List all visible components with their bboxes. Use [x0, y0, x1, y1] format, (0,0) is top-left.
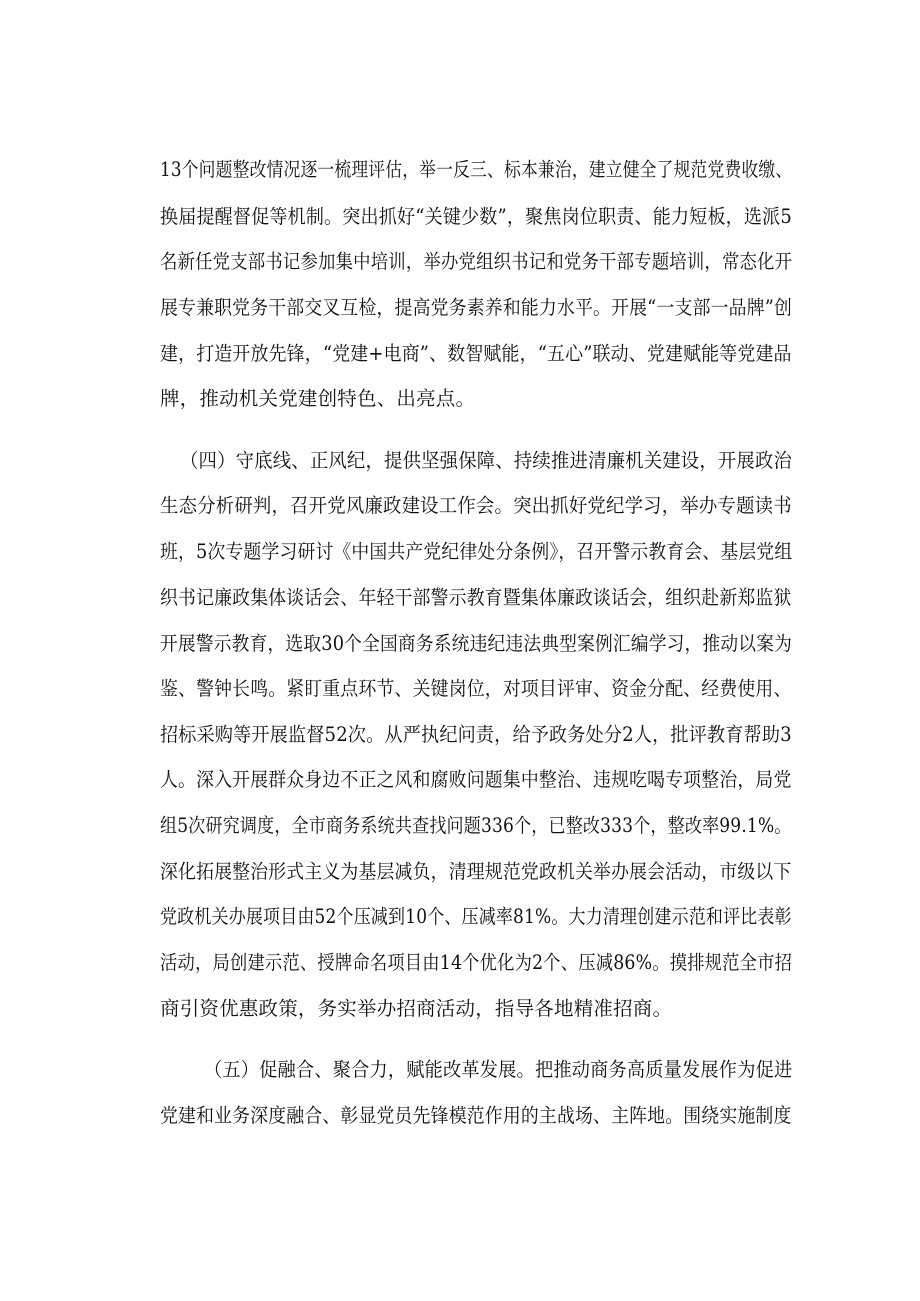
- p2-line-7: 招标采购等开展监督52次。从严执纪问责，给予政务处分2人，批评教育帮助3: [160, 723, 792, 746]
- p1-line-5: 建，打造开放先锋，“党建+电商”、数智赋能，“五心”联动、党建赋能等党建品: [160, 342, 792, 365]
- p2-line-6: 鉴、警钟长鸣。紧盯重点环节、关键岗位，对项目评审、资金分配、经费使用、: [160, 677, 792, 700]
- p2-line-8: 人。深入开展群众身边不正之风和腐败问题集中整治、违规吃喝专项整治，局党: [160, 768, 792, 791]
- p2-line-5: 开展警示教育，选取30个全国商务系统违纪违法典型案例汇编学习，推动以案为: [160, 632, 793, 655]
- p2-line-4: 织书记廉政集体谈话会、年轻干部警示教育暨集体廉政谈话会，组织赴新郑监狱: [160, 586, 792, 609]
- p1-line-3: 名新任党支部书记参加集中培训，举办党组织书记和党务干部专题培训，常态化开: [160, 250, 793, 273]
- p1-line-1: 13个问题整改情况逐一梳理评估，举一反三、标本兼治，建立健全了规范党费收缴、: [160, 158, 793, 181]
- p1-line-4: 展专兼职党务干部交叉互检，提高党务素养和能力水平。开展“一支部一品牌”创: [160, 296, 793, 319]
- p2-line-1: （四）守底线、正风纪，提供坚强保障、持续推进清廉机关建设，开展政治: [180, 449, 793, 472]
- p1-line-2: 换届提醒督促等机制。突出抓好“关键少数”，聚焦岗位职责、能力短板，选派5: [160, 205, 793, 228]
- p2-line-12: 活动，局创建示范、授牌命名项目由14个优化为2个、压减86%。摸排规范全市招: [160, 951, 793, 974]
- p2-line-13: 商引资优惠政策，务实举办招商活动，指导各地精准招商。: [160, 997, 673, 1020]
- p3-line-1: （五）促融合、聚合力，赋能改革发展。把推动商务高质量发展作为促进: [204, 1058, 793, 1081]
- p1-line-6: 牌，推动机关党建创特色、出亮点。: [160, 387, 476, 410]
- p2-line-2: 生态分析研判，召开党风廉政建设工作会。突出抓好党纪学习，举办专题读书: [160, 494, 792, 517]
- p3-line-2: 党建和业务深度融合、彰显党员先锋模范作用的主战场、主阵地。围绕实施制度: [160, 1104, 792, 1127]
- p2-line-3: 班，5次专题学习研讨《中国共产党纪律处分条例》，召开警示教育会、基层党组: [160, 540, 793, 563]
- p2-line-11: 党政机关办展项目由52个压减到10个、压减率81%。大力清理创建示范和评比表彰: [160, 905, 792, 928]
- p2-line-10: 深化拓展整治形式主义为基层减负，清理规范党政机关举办展会活动，市级以下: [160, 860, 792, 883]
- p2-line-9: 组5次研究调度，全市商务系统共查找问题336个，已整改333个，整改率99.1%。: [160, 814, 792, 837]
